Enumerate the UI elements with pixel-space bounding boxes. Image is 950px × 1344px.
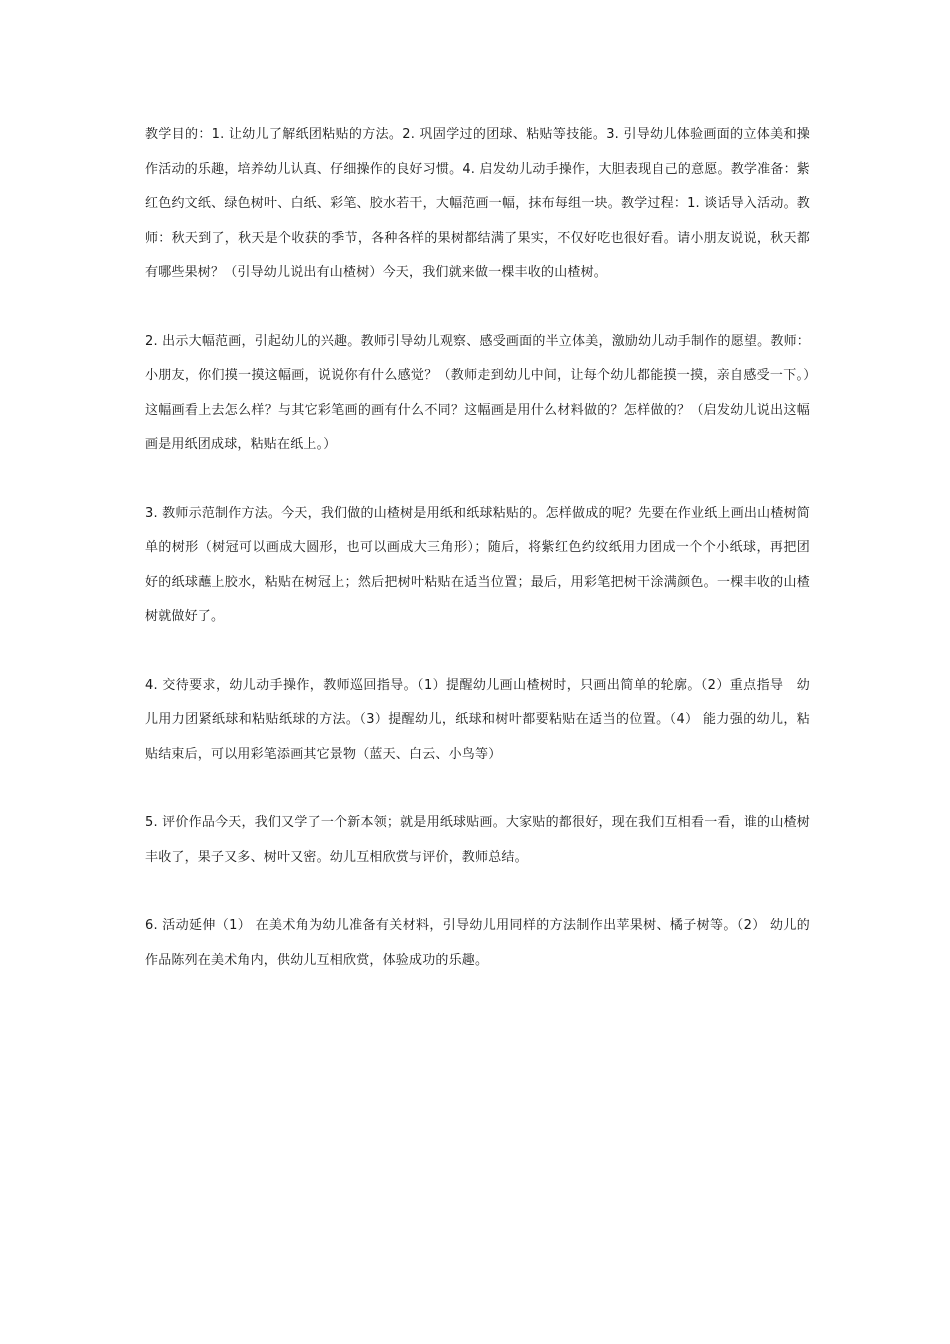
paragraph-step-4: 4. 交待要求，幼儿动手操作，教师巡回指导。（1）提醒幼儿画山楂树时，只画出简单的轮廓。（2）重点指导 幼儿用力团紧纸球和粘贴纸球的方法。（3）提醒幼儿，纸球和树叶都要粘贴在适当的位置。（4） 能力强的幼儿，粘贴结束后，可以用彩笔添画其它景物（蓝天、白云、小鸟等） [145, 677, 810, 762]
paragraph-step-6: 6. 活动延伸（1） 在美术角为幼儿准备有关材料，引导幼儿用同样的方法制作出苹果树、橘子树等。（2） 幼儿的作品陈列在美术角内，供幼儿互相欣赏，体验成功的乐趣。 [145, 918, 810, 968]
paragraph-step-2: 2. 出示大幅范画，引起幼儿的兴趣。教师引导幼儿观察、感受画面的半立体美，激励幼儿动手制作的愿望。教师：小朋友，你们摸一摸这幅画，说说你有什么感觉？（教师走到幼儿中间，让每个幼儿都能摸一摸，亲自感受一下。）这幅画看上去怎么样？与其它彩笔画的画有什么不同？这幅画是用什么材料做的？怎样做的？（启发幼儿说出这幅画是用纸团成球，粘贴在纸上。） [145, 333, 810, 452]
paragraph-spacer [145, 463, 810, 497]
paragraph-spacer [145, 772, 810, 806]
paragraph-objectives: 教学目的：1. 让幼儿了解纸团粘贴的方法。2. 巩固学过的团球、粘贴等技能。3. 引导幼儿体验画面的立体美和操作活动的乐趣，培养幼儿认真、仔细操作的良好习惯。4. 启发幼儿动手操作，大胆表现自己的意愿。教学准备：紫红色约文纸、绿色树叶、白纸、彩笔、胶水若干，大幅范画一幅，抹布每组一块。教学过程：1. 谈话导入活动。教师：秋天到了，秋天是个收获的季节，各种各样的果树都结满了果实，不仅好吃也很好看。请小朋友说说，秋天都有哪些果树？（引导幼儿说出有山楂树）今天，我们就来做一棵丰收的山楂树。 [145, 127, 810, 280]
paragraph-spacer [145, 875, 810, 909]
paragraph-step-3: 3. 教师示范制作方法。今天，我们做的山楂树是用纸和纸球粘贴的。怎样做成的呢？先要在作业纸上画出山楂树简单的树形（树冠可以画成大圆形，也可以画成大三角形）；随后，将紫红色约纹纸用力团成一个个小纸球，再把团好的纸球蘸上胶水，粘贴在树冠上；然后把树叶粘贴在适当位置；最后，用彩笔把树干涂满颜色。一棵丰收的山楂树就做好了。 [145, 505, 810, 624]
paragraph-spacer [145, 291, 810, 325]
paragraph-spacer [145, 635, 810, 669]
document-body [145, 118, 810, 978]
paragraph-step-5: 5. 评价作品今天，我们又学了一个新本领；就是用纸球贴画。大家贴的都很好，现在我们互相看一看，谁的山楂树丰收了，果子又多、树叶又密。幼儿互相欣赏与评价，教师总结。 [145, 815, 810, 865]
